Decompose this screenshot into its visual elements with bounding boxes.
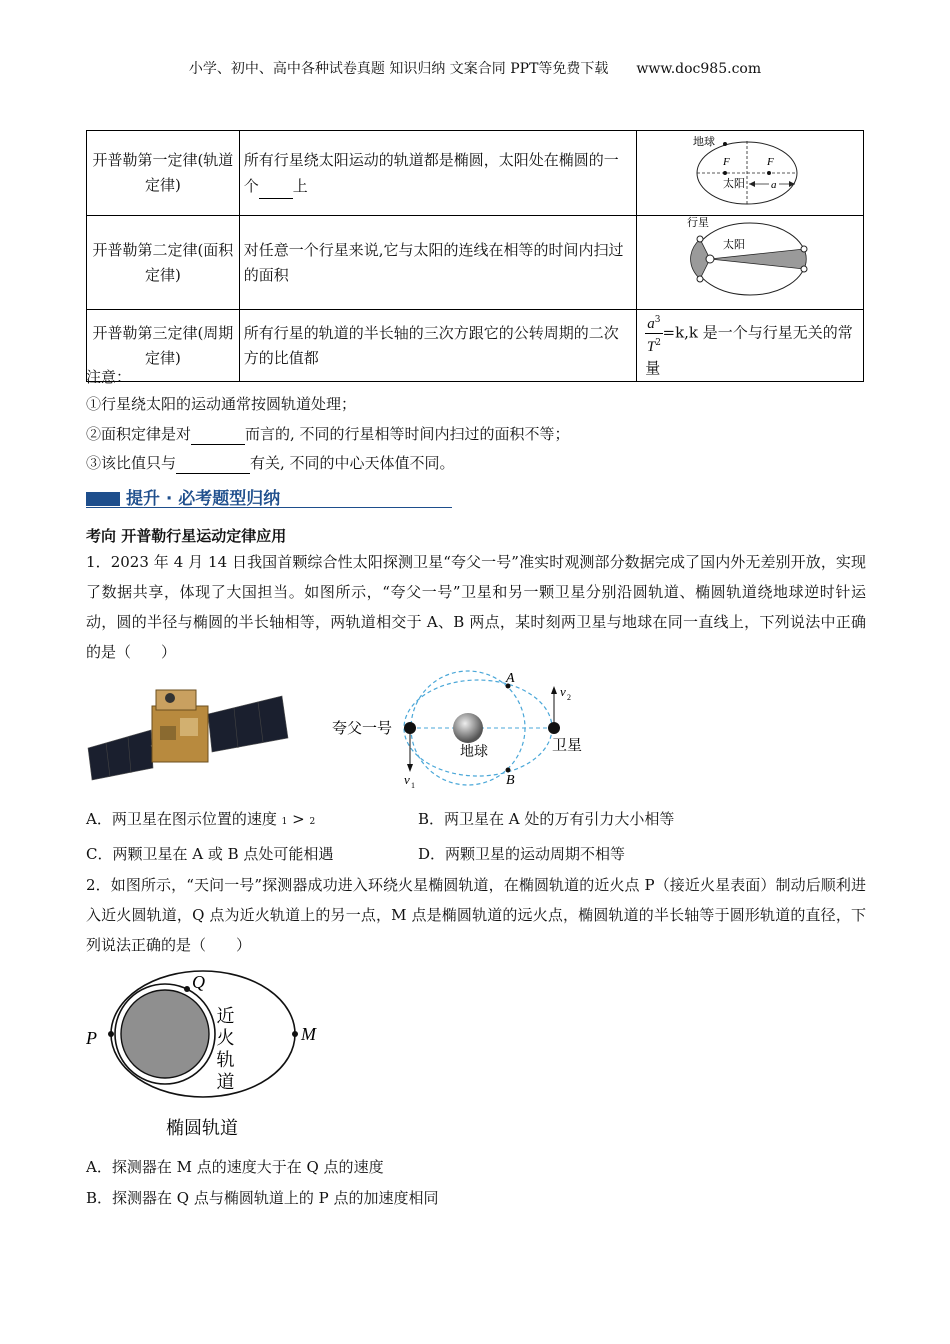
note-1: ①行星绕太阳的运动通常按圆轨道处理； bbox=[86, 395, 357, 413]
law-figure-ellipse bbox=[637, 131, 864, 216]
near-orbit-label: 近火轨道 bbox=[213, 1006, 235, 1094]
satellite-image bbox=[86, 678, 316, 782]
satellite-label: 卫星 bbox=[552, 736, 583, 754]
svg-text:v: v bbox=[560, 684, 566, 699]
topic-heading: 考向 开普勒行星运动定律应用 bbox=[86, 527, 287, 545]
sun-label: 太阳 bbox=[723, 177, 746, 190]
earth bbox=[453, 713, 483, 743]
svg-text:F: F bbox=[767, 156, 774, 168]
header-url[interactable]: www.doc985.com bbox=[636, 61, 762, 77]
table-row bbox=[87, 131, 864, 216]
planet-label: 行星 bbox=[687, 216, 710, 229]
notes-title: 注意： bbox=[86, 368, 132, 386]
q2-option-b[interactable]: B．探测器在 Q 点与椭圆轨道上的 P 点的加速度相同 bbox=[86, 1189, 439, 1207]
fill-blank bbox=[176, 451, 250, 474]
law-content: 所有行星绕太阳运动的轨道都是椭圆，太阳处在椭圆的一个 上 bbox=[239, 131, 637, 216]
section-title: 提升 · 必考题型归纳 bbox=[126, 489, 281, 509]
fill-blank bbox=[259, 173, 293, 199]
banner-bar bbox=[86, 492, 120, 506]
orbit-diagram-q1 bbox=[326, 668, 616, 802]
svg-text:a: a bbox=[771, 179, 777, 191]
area-law-diagram bbox=[637, 216, 847, 301]
table-row bbox=[87, 216, 864, 310]
ellipse-orbit-label: 椭圆轨道 bbox=[166, 1118, 238, 1139]
svg-text:B: B bbox=[506, 773, 515, 788]
mars bbox=[121, 990, 209, 1078]
page-header bbox=[0, 58, 950, 78]
kuafu-label: 夸父一号 bbox=[332, 719, 393, 737]
q1-option-a[interactable]: A．两卫星在图示位置的速度 1 > 2 bbox=[86, 810, 316, 828]
kuafu-satellite bbox=[404, 722, 416, 734]
svg-text:Q: Q bbox=[192, 972, 205, 992]
law-name: 开普勒第二定律(面积定律) bbox=[87, 216, 240, 310]
q2-option-a[interactable]: A．探测器在 M 点的速度大于在 Q 点的速度 bbox=[86, 1158, 384, 1176]
earth-label: 地球 bbox=[460, 744, 488, 760]
svg-text:2: 2 bbox=[567, 693, 571, 702]
kepler-laws-table bbox=[86, 130, 864, 382]
question-2-text: 2．如图所示，“天问一号”探测器成功进入环绕火星椭圆轨道，在椭圆轨道的近火点 P（接近火星表面）制动后顺利进入近火圆轨道，Q 点为近火轨道上的另一点，M 点是椭圆轨道的远火点，椭圆轨道的半长轴等于圆形轨道的直径，下列说法正确的是（ ） bbox=[86, 876, 866, 954]
svg-text:A: A bbox=[506, 671, 515, 686]
ellipse-orbit-diagram bbox=[637, 131, 847, 207]
law-figure-area bbox=[637, 216, 864, 310]
law-formula: $\frac{a^3}{T^2}$ =k,k 是一个与行星无关的常量 bbox=[637, 310, 864, 382]
orbit-diagram-q2 bbox=[86, 966, 336, 1146]
svg-text:v: v bbox=[404, 772, 410, 787]
law-content: 对任意一个行星来说,它与太阳的连线在相等的时间内扫过的面积 bbox=[239, 216, 637, 310]
note-2: ②面积定律是对 而言的, 不同的行星相等时间内扫过的面积不等； bbox=[86, 422, 570, 445]
law-name: 开普勒第三定律(周期定律) bbox=[87, 310, 240, 382]
table-row bbox=[87, 310, 864, 382]
svg-text:1: 1 bbox=[411, 781, 415, 790]
header-text: 小学、初中、高中各种试卷真题 知识归纳 文案合同 PPT等免费下载 bbox=[188, 61, 609, 77]
q1-option-d[interactable]: D．两颗卫星的运动周期不相等 bbox=[418, 845, 626, 863]
law-content: 所有行星的轨道的半长轴的三次方跟它的公转周期的二次方的比值都 bbox=[239, 310, 637, 382]
q1-option-b[interactable]: B．两卫星在 A 处的万有引力大小相等 bbox=[418, 810, 675, 828]
other-satellite bbox=[548, 722, 560, 734]
earth-label: 地球 bbox=[693, 135, 716, 148]
fill-blank bbox=[191, 422, 245, 445]
section-banner bbox=[86, 480, 452, 510]
question-1-text: 1．2023 年 4 月 14 日我国首颗综合性太阳探测卫星“夸父一号”准实时观测部分数据完成了国内外无差别开放，实现了数据共享，体现了大国担当。如图所示，“夸父一号”卫星和另一颗卫星分别沿圆轨道、椭圆轨道绕地球逆时针运动，圆的半径与椭圆的半长轴相等，两轨道相交于 A、B 两点，某时刻两卫星与地球在同一直线上，下列说法中正确的是（ ） bbox=[86, 553, 866, 661]
svg-text:F: F bbox=[723, 156, 730, 168]
svg-text:P: P bbox=[86, 1028, 97, 1048]
q1-option-c[interactable]: C．两颗卫星在 A 或 B 点处可能相遇 bbox=[86, 845, 334, 863]
law-name: 开普勒第一定律(轨道定律) bbox=[87, 131, 240, 216]
note-3: ③该比值只与 有关, 不同的中心天体值不同。 bbox=[86, 451, 455, 474]
svg-text:M: M bbox=[301, 1024, 316, 1044]
fraction: $\frac{a^3}{T^2}$ bbox=[645, 311, 662, 356]
sun-label: 太阳 bbox=[723, 238, 746, 251]
